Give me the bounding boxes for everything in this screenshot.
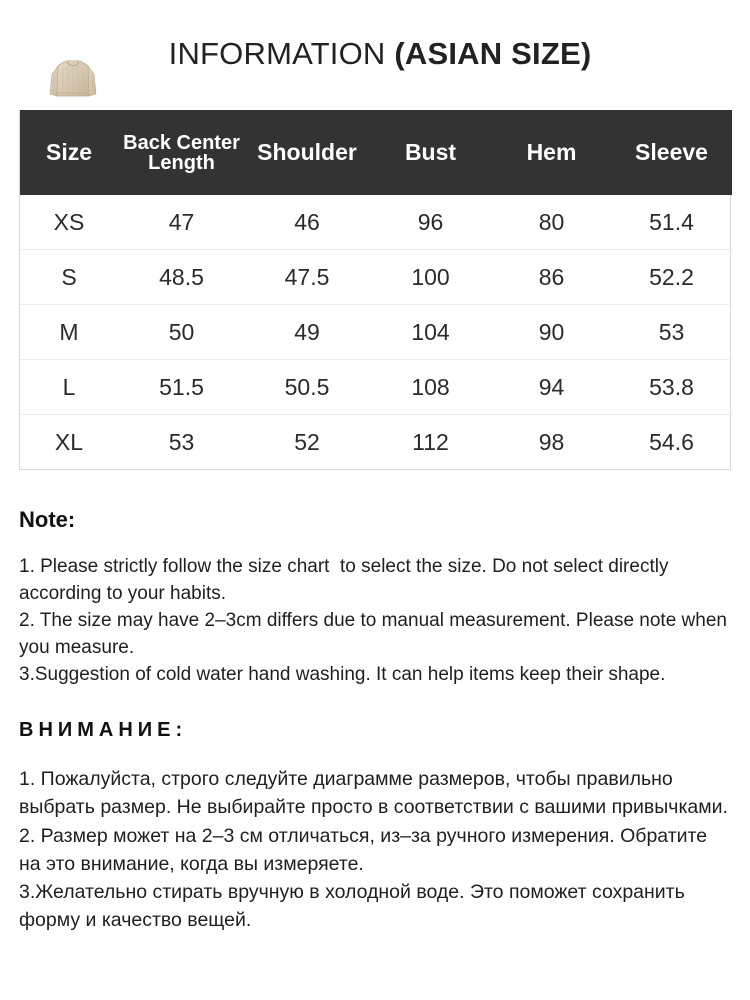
note-item: 2. The size may have 2–3cm differs due to manual measurement. Please note when you measure. <box>19 610 733 659</box>
cell-bust: 100 <box>369 250 492 305</box>
cell-hem: 80 <box>538 208 565 235</box>
cell-shoulder: 47.5 <box>245 250 369 305</box>
cell-shoulder: 50.5 <box>245 360 369 415</box>
page-title-light: INFORMATION <box>168 36 395 71</box>
cell-shoulder: 46 <box>294 208 320 235</box>
cell-back-center-length: 50 <box>118 305 245 360</box>
table-row <box>20 305 732 360</box>
attention-item: 1. Пожалуйста, строго следуйте диаграмме размеров, чтобы правильно выбрать размер. Не выбирайте просто в соответствии с вашими привычками. <box>19 768 728 819</box>
attention-list <box>19 765 731 935</box>
notes-section <box>19 508 731 935</box>
cell-back-center-length: 48.5 <box>118 250 245 305</box>
cell-shoulder: 49 <box>245 305 369 360</box>
column-header-back-center-length-line1: Back Center <box>123 131 240 154</box>
cell-shoulder: 52 <box>245 415 369 470</box>
cell-hem: 86 <box>492 250 611 305</box>
cell-sleeve: 53 <box>611 305 732 360</box>
column-header-bust <box>369 110 492 195</box>
notes-heading: Note: <box>19 507 76 532</box>
column-header-back-center-length <box>118 110 245 195</box>
notes-list <box>19 554 731 689</box>
cell-size: XL <box>20 415 118 470</box>
page-header <box>0 0 750 110</box>
cell-bust: 104 <box>369 305 492 360</box>
note-item: 3.Suggestion of cold water hand washing. It can help items keep their shape. <box>19 664 666 686</box>
column-header-size <box>20 110 118 195</box>
cell-bust: 96 <box>417 208 444 235</box>
cell-sleeve: 52.2 <box>611 250 732 305</box>
cell-size: XS <box>53 208 85 235</box>
table-row <box>20 415 732 470</box>
cell-hem: 90 <box>492 305 611 360</box>
table-row <box>20 360 732 415</box>
cell-hem: 98 <box>492 415 611 470</box>
size-chart-table <box>20 110 732 469</box>
cell-size: S <box>20 250 118 305</box>
column-header-shoulder-line1: Shoulder <box>257 139 357 165</box>
cell-bust: 112 <box>369 415 492 470</box>
attention-item: 3.Желательно стирать вручную в холодной воде. Это поможет сохранить форму и качество вещей. <box>19 881 691 932</box>
attention-heading: ВНИМАНИЕ: <box>19 719 188 742</box>
column-header-size-line1: Size <box>45 139 93 165</box>
cell-back-center-length: 53 <box>118 415 245 470</box>
attention-item: 2. Размер может на 2–3 см отличаться, из–за ручного измерения. Обратите на это внимание, когда вы измеряете. <box>19 824 713 875</box>
cell-back-center-length: 47 <box>168 208 195 235</box>
page-title <box>0 36 750 72</box>
column-header-sleeve <box>611 110 732 195</box>
cell-hem: 94 <box>492 360 611 415</box>
cell-size: L <box>20 360 118 415</box>
table-row <box>20 250 732 305</box>
note-item: 1. Please strictly follow the size chart to select the size. Do not select directly according to your habits. <box>19 556 674 605</box>
cell-sleeve: 54.6 <box>611 415 732 470</box>
table-row <box>20 195 732 250</box>
cell-sleeve: 51.4 <box>649 208 694 235</box>
cell-sleeve: 53.8 <box>611 360 732 415</box>
page-title-bold: (ASIAN SIZE) <box>394 36 592 71</box>
column-header-hem <box>492 110 611 195</box>
column-header-shoulder <box>245 110 369 195</box>
size-chart-table-container <box>19 110 731 470</box>
cell-bust: 108 <box>369 360 492 415</box>
column-header-bust-line1: Bust <box>404 139 457 165</box>
table-header <box>20 110 732 195</box>
cell-size: M <box>20 305 118 360</box>
cell-back-center-length: 51.5 <box>118 360 245 415</box>
column-header-hem-line1: Hem <box>526 139 577 165</box>
table-header-row <box>20 110 732 195</box>
column-header-back-center-length-line2: Length <box>148 151 215 174</box>
table-body <box>20 195 732 469</box>
column-header-sleeve-line1: Sleeve <box>635 139 708 165</box>
